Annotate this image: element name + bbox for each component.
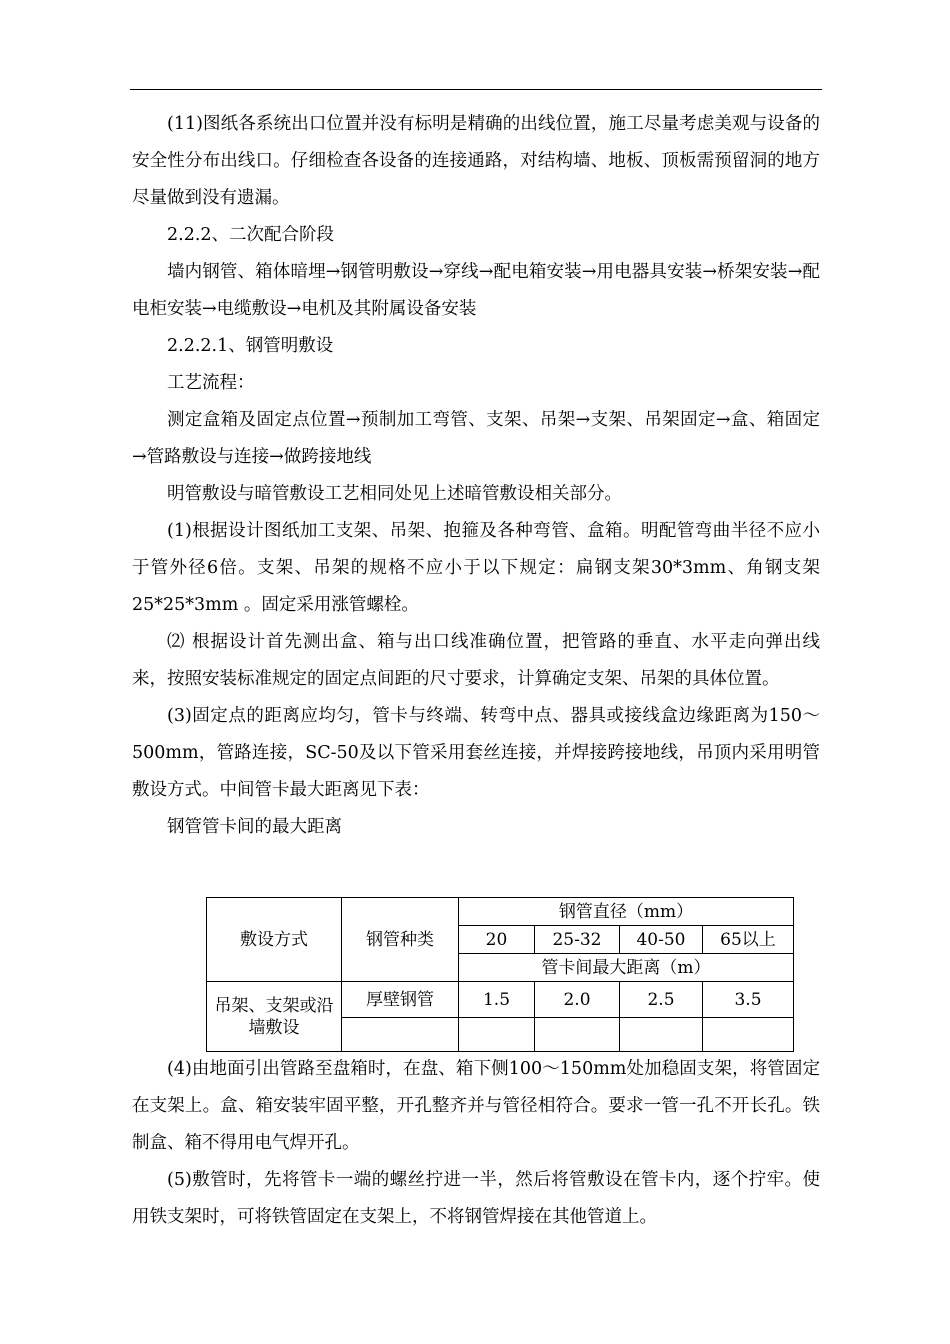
paragraph-same-process: 明管敷设与暗管敷设工艺相同处见上述暗管敷设相关部分。 bbox=[167, 484, 622, 504]
row-method: 吊架、支架或沿墙敷设 bbox=[207, 982, 342, 1052]
paragraph-item-3: (3)固定点的距离应均匀，管卡与终端、转弯中点、器具或接线盒边缘距离为150～500mm，管路连接，SC-50及以下管采用套丝连接，并焊接跨接地线，吊顶内采用明管敷设方式。中间管卡最大距离见下表： bbox=[132, 706, 820, 800]
header-rule bbox=[130, 89, 822, 90]
diameter-cell: 20 bbox=[459, 926, 535, 954]
body-text bbox=[132, 106, 820, 846]
distance-cell: 2.5 bbox=[620, 982, 703, 1018]
paragraph-item-5: (5)敷管时，先将管卡一端的螺丝拧进一半，然后将管敷设在管卡内，逐个拧牢。使用铁支架时，可将铁管固定在支架上，不将钢管焊接在其他管道上。 bbox=[132, 1170, 820, 1227]
header-diameter: 钢管直径（mm） bbox=[459, 898, 794, 926]
paragraph-item-11: (11)图纸各系统出口位置并没有标明是精确的出线位置，施工尽量考虑美观与设备的安全性分布出线口。仔细检查各设备的连接通路，对结构墙、地板、顶板需预留洞的地方尽量做到没有遗漏。 bbox=[132, 114, 820, 208]
empty-cell bbox=[620, 1018, 703, 1052]
diameter-cell: 65以上 bbox=[703, 926, 794, 954]
empty-cell bbox=[703, 1018, 794, 1052]
row-pipe-type: 厚壁钢管 bbox=[342, 982, 459, 1018]
empty-cell bbox=[459, 1018, 535, 1052]
diameter-cell: 40-50 bbox=[620, 926, 703, 954]
paragraph-process-overview: 墙内钢管、箱体暗埋→钢管明敷设→穿线→配电箱安装→用电器具安装→桥架安装→配电柜安装→电缆敷设→电机及其附属设备安装 bbox=[132, 262, 820, 319]
distance-cell: 3.5 bbox=[703, 982, 794, 1018]
body-text-after-table bbox=[132, 1051, 820, 1236]
section-heading-2-2-2-1: 2.2.2.1、钢管明敷设 bbox=[167, 336, 334, 356]
empty-cell bbox=[535, 1018, 620, 1052]
distance-cell: 1.5 bbox=[459, 982, 535, 1018]
header-method: 敷设方式 bbox=[207, 898, 342, 982]
distance-cell: 2.0 bbox=[535, 982, 620, 1018]
paragraph-item-1: (1)根据设计图纸加工支架、吊架、抱箍及各种弯管、盒箱。明配管弯曲半径不应小于管外径6倍。支架、吊架的规格不应小于以下规定：扁钢支架30*3mm、角钢支架 25*25*3mm 。固定采用涨管螺栓。 bbox=[132, 521, 820, 615]
paragraph-process-flow: 测定盒箱及固定点位置→预制加工弯管、支架、吊架→支架、吊架固定→盒、箱固定→管路敷设与连接→做跨接地线 bbox=[132, 410, 820, 467]
paragraph-item-2: ⑵ 根据设计首先测出盒、箱与出口线准确位置，把管路的垂直、水平走向弹出线来，按照安装标准规定的固定点间距的尺寸要求，计算确定支架、吊架的具体位置。 bbox=[132, 632, 820, 689]
header-distance: 管卡间最大距离（m） bbox=[459, 954, 794, 982]
table-caption: 钢管管卡间的最大距离 bbox=[167, 817, 342, 837]
process-flow-label: 工艺流程： bbox=[167, 373, 255, 393]
paragraph-item-4: (4)由地面引出管路至盘箱时，在盘、箱下侧100～150mm处加稳固支架，将管固定在支架上。盒、箱安装牢固平整，开孔整齐并与管径相符合。要求一管一孔不开长孔。铁制盒、箱不得用电气焊开孔。 bbox=[132, 1059, 820, 1153]
header-pipe-type: 钢管种类 bbox=[342, 898, 459, 982]
diameter-cell: 25-32 bbox=[535, 926, 620, 954]
empty-cell bbox=[342, 1018, 459, 1052]
section-heading-2-2-2: 2.2.2、二次配合阶段 bbox=[167, 225, 335, 245]
max-distance-table bbox=[206, 897, 794, 1052]
